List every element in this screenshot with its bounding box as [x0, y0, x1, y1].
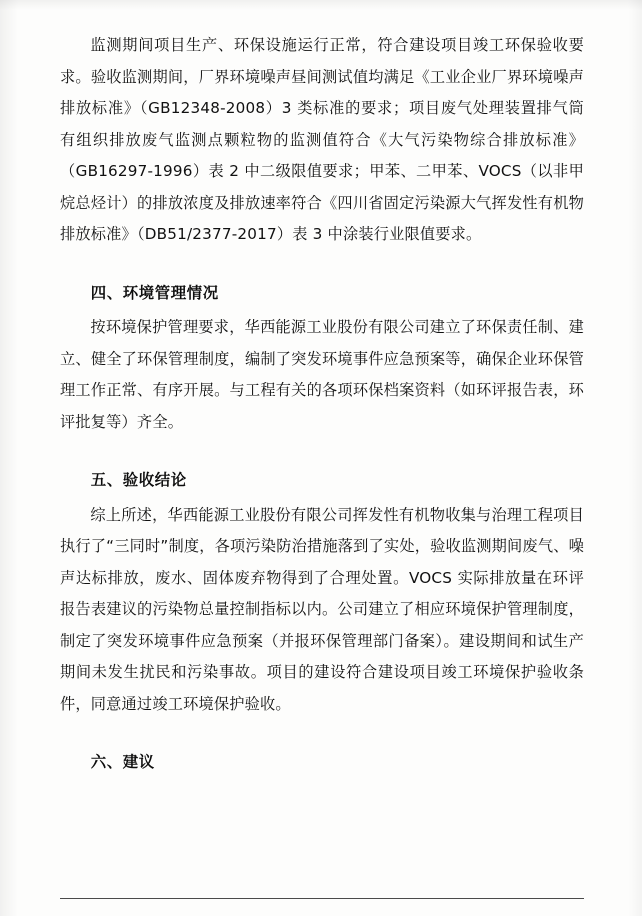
spacer	[60, 251, 584, 278]
spacer	[60, 438, 584, 465]
section-heading-environmental-management: 四、环境管理情况	[90, 283, 219, 302]
spacer	[60, 720, 584, 747]
footer-divider	[60, 898, 584, 899]
section-heading-acceptance-conclusion: 五、验收结论	[90, 471, 187, 489]
document-body	[60, 30, 584, 779]
paragraph-acceptance-conclusion: 综上所述，华西能源工业股份有限公司挥发性有机物收集与治理工程项目执行了“三同时”制度，各项污染防治措施落到了实处，验收监测期间废气、噪声达标排放，废水、固体废弃物得到了合理处置。VOCS 实际排放量在环评报告表建议的污染物总量控制指标以内。公司建立了相应环境保护管理制度，制定了突发环境事件应急预案（并报环保管理部门备案）。建设期间和试生产期间未发生扰民和污染事故。项目的建设符合建设项目竣工环境保护验收条件，同意通过竣工环境保护验收。	[60, 505, 584, 713]
scan-shadow-right	[628, 0, 642, 916]
scan-shadow-top	[0, 0, 642, 10]
scan-shadow-left	[0, 0, 18, 916]
paragraph-environmental-management: 按环境保护管理要求，华西能源工业股份有限公司建立了环保责任制、建立、健全了环保管理制度，编制了突发环境事件应急预案等，确保企业环保管理工作正常、有序开展。与工程有关的各项环保档案资料（如环评报告表，环评批复等）齐全。	[60, 318, 584, 431]
section-heading-suggestions: 六、建议	[90, 753, 155, 771]
paragraph-monitoring-results: 监测期间项目生产、环保设施运行正常，符合建设项目竣工环保验收要求。验收监测期间，厂界环境噪声昼间测试值均满足《工业企业厂界环境噪声排放标准》（GB12348-2008）3 类标准的要求；项目废气处理装置排气筒有组织排放废气监测点颗粒物的监测值符合《大气污染物综合排放标准》（GB16297-1996）表 2 中二级限值要求；甲苯、二甲苯、VOCS（以非甲烷总烃计）的排放浓度及排放速率符合《四川省固定污染源大气挥发性有机物排放标准》（DB51/2377-2017）表 3 中涂装行业限值要求。	[60, 36, 584, 243]
